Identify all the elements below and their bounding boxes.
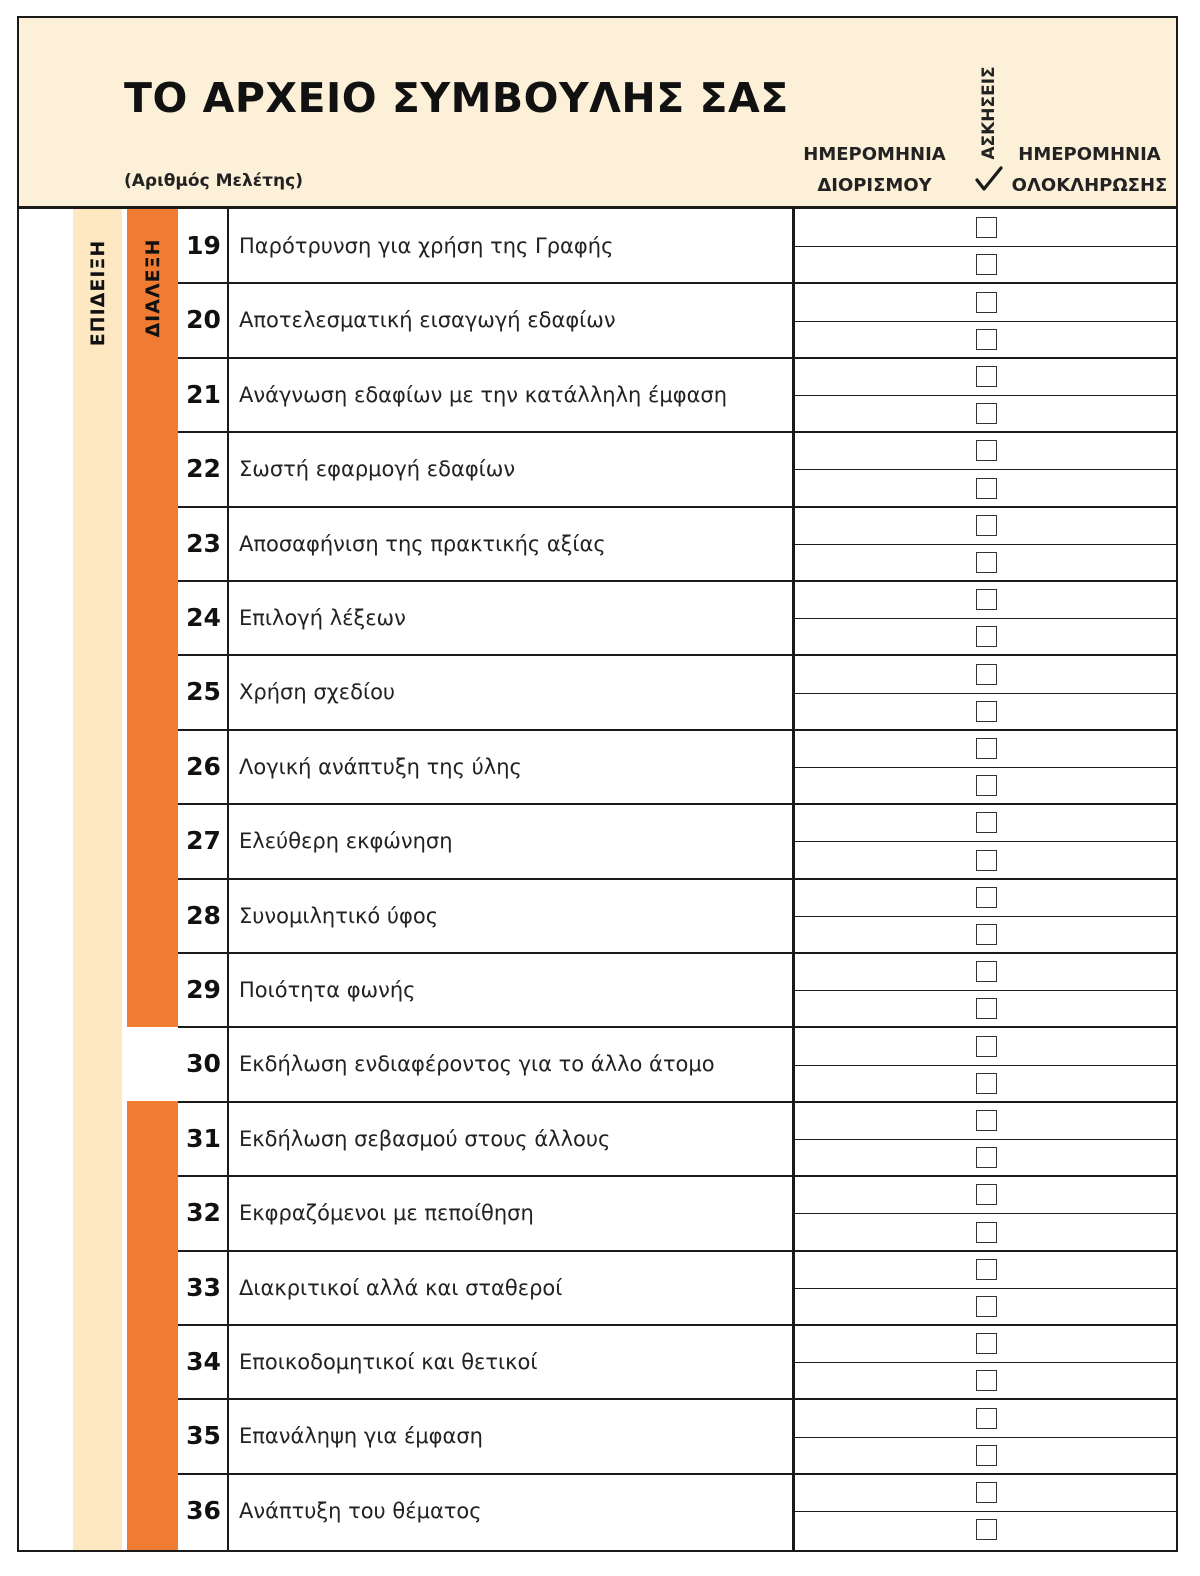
exercise-checkbox[interactable] [976,589,997,610]
exercise-checkbox[interactable] [976,552,997,573]
row-half-divider [794,395,1178,396]
exercise-checkbox[interactable] [976,1259,997,1280]
exercise-checkbox[interactable] [976,738,997,759]
discourse-band-bottom [127,1101,178,1552]
page-title: ΤΟ ΑΡΧΕΙΟ ΣΥΜΒΟΥΛΗΣ ΣΑΣ [124,74,789,122]
exercise-checkbox[interactable] [976,775,997,796]
exercise-checkbox[interactable] [976,1036,997,1057]
row-half-divider [794,1437,1178,1438]
exercise-checkbox[interactable] [976,217,997,238]
exercise-checkbox[interactable] [976,664,997,685]
row-half-divider [794,767,1178,768]
study-number: 25 [186,677,221,707]
exercise-checkbox[interactable] [976,1147,997,1168]
exercise-checkbox[interactable] [976,1073,997,1094]
study-point-label: Ανάγνωση εδαφίων με την κατάλληλη έμφαση [239,382,728,407]
row-half-divider [794,1511,1178,1512]
study-number: 27 [186,826,221,856]
row-half-divider [794,618,1178,619]
discourse-label: ΔΙΑΛΕΞΗ [141,238,164,338]
study-point-label: Εκφραζόμενοι με πεποίθηση [239,1201,534,1226]
study-point-label: Σωστή εφαρμογή εδαφίων [239,457,516,482]
row-half-divider [794,469,1178,470]
exercise-checkbox[interactable] [976,998,997,1019]
study-point-label: Αποτελεσματική εισαγωγή εδαφίων [239,308,616,333]
exercise-checkbox[interactable] [976,1408,997,1429]
study-number: 32 [186,1198,221,1228]
study-point-label: Ανάπτυξη του θέματος [239,1498,482,1523]
study-number: 21 [186,379,221,409]
row-half-divider [794,1139,1178,1140]
study-point-label: Ελεύθερη εκφώνηση [239,829,453,854]
check-mark-icon [974,165,1004,193]
study-point-label: Λογική ανάπτυξη της ύλης [239,754,522,779]
study-number: 23 [186,528,221,558]
study-number: 26 [186,751,221,781]
appointment-date-header: ΗΜΕΡΟΜΗΝΙΑ ΔΙΟΡΙΣΜΟΥ [803,144,946,196]
exercise-checkbox[interactable] [976,440,997,461]
row-half-divider [794,841,1178,842]
exercise-checkbox[interactable] [976,403,997,424]
exercise-checkbox[interactable] [976,1222,997,1243]
exercise-checkbox[interactable] [976,292,997,313]
study-point-label: Εποικοδομητικοί και θετικοί [239,1350,538,1374]
study-point-label: Παρότρυνση για χρήση της Γραφής [239,234,614,258]
exercise-checkbox[interactable] [976,1370,997,1391]
exercise-checkbox[interactable] [976,1333,997,1354]
row-half-divider [794,916,1178,917]
study-number: 22 [186,454,221,484]
study-number: 36 [186,1495,221,1525]
study-point-label: Συνομιλητικό ύφος [239,903,439,928]
exercise-checkbox[interactable] [976,812,997,833]
demonstration-label: ΕΠΙΔΕΙΞΗ [86,239,109,347]
study-number: 35 [186,1421,221,1451]
row-half-divider [794,1362,1178,1363]
study-point-label: Επανάληψη για έμφαση [239,1424,483,1449]
study-point-label: Εκδήλωση ενδιαφέροντος για το άλλο άτομο [239,1052,715,1077]
study-point-label: Ποιότητα φωνής [239,978,416,1002]
exercise-checkbox[interactable] [976,515,997,536]
exercise-checkbox[interactable] [976,254,997,275]
study-point-label: Επιλογή λέξεων [239,606,406,630]
exercise-checkbox[interactable] [976,1184,997,1205]
study-number: 29 [186,975,221,1004]
row-half-divider [794,246,1178,247]
study-number: 28 [186,900,221,930]
study-number: 31 [186,1123,221,1153]
completion-date-header: ΗΜΕΡΟΜΗΝΙΑ ΟΛΟΚΛΗΡΩΣΗΣ [1011,144,1168,196]
demonstration-band [73,209,122,1552]
form-header [19,18,1176,209]
exercises-header: ΑΣΚΗΣΕΙΣ [979,66,999,160]
study-number: 33 [186,1272,221,1302]
exercise-checkbox[interactable] [976,1482,997,1503]
exercise-checkbox[interactable] [976,366,997,387]
exercise-checkbox[interactable] [976,1519,997,1540]
exercise-checkbox[interactable] [976,850,997,871]
row-half-divider [794,693,1178,694]
row-half-divider [794,1213,1178,1214]
study-number: 30 [186,1049,221,1079]
study-point-label: Χρήση σχεδίου [239,680,396,705]
exercise-checkbox[interactable] [976,1110,997,1131]
row-half-divider [794,1065,1178,1066]
row-half-divider [794,321,1178,322]
exercise-checkbox[interactable] [976,924,997,945]
study-number: 20 [186,305,221,335]
study-point-label: Αποσαφήνιση της πρακτικής αξίας [239,531,606,556]
exercise-checkbox[interactable] [976,887,997,908]
exercise-checkbox[interactable] [976,626,997,647]
exercise-checkbox[interactable] [976,329,997,350]
row-half-divider [794,544,1178,545]
study-number: 19 [186,231,221,260]
exercise-checkbox[interactable] [976,1445,997,1466]
exercise-checkbox[interactable] [976,701,997,722]
study-record-form [17,16,1178,1552]
study-number: 24 [186,603,221,632]
study-point-label: Διακριτικοί αλλά και σταθεροί [239,1275,563,1300]
exercise-checkbox[interactable] [976,478,997,499]
study-point-label: Εκδήλωση σεβασμού στους άλλους [239,1126,611,1151]
exercise-checkbox[interactable] [976,1296,997,1317]
study-number: 34 [186,1347,221,1376]
row-half-divider [794,1288,1178,1289]
study-number-label: (Αριθμός Μελέτης) [124,171,303,191]
exercise-checkbox[interactable] [976,961,997,982]
row-half-divider [794,990,1178,991]
